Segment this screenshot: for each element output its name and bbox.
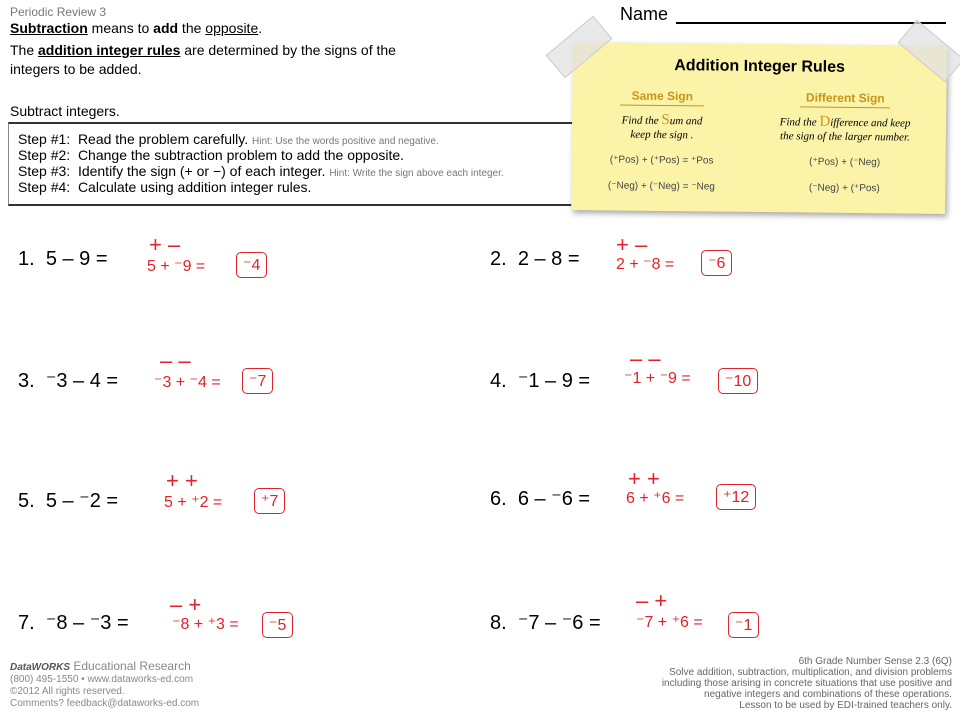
rule-text: um and — [669, 115, 703, 128]
intro-line-2 — [10, 41, 396, 59]
step-2 — [18, 147, 404, 163]
step-label: Step #1: — [18, 131, 71, 147]
problem-expr: ⁻8 – ⁻3 = — [45, 612, 129, 634]
step-label: Step #3: — [18, 163, 71, 179]
problem-expr: ⁻3 – 4 = — [45, 370, 119, 392]
problem-4-signs: – – — [630, 346, 661, 371]
brand-rest: Educational Research — [70, 659, 191, 673]
problem-number: 8. — [490, 612, 507, 634]
term-addition-rules: addition integer rules — [38, 42, 181, 58]
problem-number: 6. — [490, 488, 507, 510]
step-text: Change the subtraction problem to add the opposite. — [77, 147, 405, 163]
rules-note — [571, 42, 947, 214]
different-sign-rule — [755, 114, 935, 145]
intro-text: means to — [87, 20, 154, 36]
step-text: Identify the sign (+ or −) of each integer. — [77, 163, 326, 179]
same-sign-example-2: (⁻Neg) + (⁻Neg) = ⁻Neg — [607, 180, 715, 193]
rule-letter: D — [819, 113, 831, 130]
problem-6-expression — [490, 486, 590, 511]
intro-line-1 — [10, 19, 262, 37]
rule-text: Find the — [779, 116, 820, 129]
problem-1-work: 5 + ⁻9 = — [147, 258, 206, 275]
step-hint: Hint: Write the sign above each integer. — [329, 168, 504, 179]
same-sign-rule — [592, 112, 732, 142]
standard-text: including those arising in concrete situations that use positive and — [661, 678, 952, 689]
intro-text: are determined by the signs of the — [180, 42, 396, 58]
problem-2-signs: + – — [616, 232, 648, 257]
problem-5-signs: + + — [166, 468, 198, 493]
problem-number: 7. — [18, 612, 35, 634]
different-sign-example-2: (⁻Neg) + (⁺Pos) — [808, 182, 880, 195]
footer-publisher — [10, 660, 199, 710]
problem-5-expression — [18, 488, 118, 513]
problem-8-answer: ⁻1 — [728, 612, 759, 638]
problem-number: 3. — [18, 370, 35, 392]
problem-3-expression — [18, 368, 118, 393]
term-opposite: opposite — [205, 20, 259, 36]
problem-3-answer: ⁻7 — [242, 368, 273, 394]
problem-expr: ⁻7 – ⁻6 = — [517, 612, 601, 634]
footer-standard — [552, 656, 952, 711]
copyright: ©2012 All rights reserved. — [10, 686, 125, 697]
step-text: Read the problem carefully. — [77, 131, 249, 147]
standard-text: negative integers and combinations of these operations. — [704, 689, 952, 700]
standard-title: 6th Grade Number Sense 2.3 (6Q) — [798, 656, 952, 667]
problem-6-signs: + + — [628, 466, 660, 491]
problem-8-work: ⁻7 + ⁺6 = — [636, 614, 703, 631]
rule-text: the sign of the larger number. — [779, 130, 910, 144]
term-add: add — [153, 20, 179, 36]
standard-text: Solve addition, subtraction, multiplication, and division problems — [669, 667, 952, 678]
same-sign-heading — [612, 88, 712, 103]
rule-text: Find the — [621, 114, 662, 127]
different-sign-heading — [790, 90, 900, 105]
problem-7-signs: – + — [170, 592, 202, 617]
problem-6-answer: ⁺12 — [716, 484, 756, 510]
problem-2-answer: ⁻6 — [701, 250, 732, 276]
problem-6-work: 6 + ⁺6 = — [626, 490, 685, 507]
problem-number: 2. — [490, 248, 507, 270]
rule-text: keep the sign . — [630, 128, 694, 142]
problem-7-answer: ⁻5 — [262, 612, 293, 638]
same-sign-heading-text: Same Sign — [631, 88, 694, 104]
step-label: Step #4: — [18, 179, 71, 195]
problem-expr: 6 – ⁻6 = — [517, 488, 591, 510]
problem-8-expression — [490, 610, 601, 635]
intro-text: The — [10, 42, 39, 58]
step-label: Step #2: — [18, 147, 71, 163]
term-subtraction: Subtraction — [10, 20, 88, 36]
publisher-brand — [10, 660, 199, 674]
name-label: Name — [620, 4, 669, 24]
problem-7-work: ⁻8 + ⁺3 = — [172, 616, 239, 633]
problem-number: 5. — [18, 490, 35, 512]
problem-1-expression — [18, 248, 108, 271]
problem-4-answer: ⁻10 — [718, 368, 758, 394]
problem-number: 1. — [18, 248, 35, 270]
instruction: Subtract integers. — [10, 103, 120, 119]
same-sign-example-1: (⁺Pos) + (⁺Pos) = ⁺Pos — [609, 154, 714, 167]
publisher-contact: (800) 495-1550 • www.dataworks-ed.com — [10, 674, 194, 685]
step-text: Calculate using addition integer rules. — [77, 179, 312, 195]
problem-4-work: ⁻1 + ⁻9 = — [624, 370, 691, 387]
rule-text: ifference and keep — [830, 116, 911, 130]
intro-text: the — [178, 20, 206, 36]
problem-5-answer: ⁺7 — [254, 488, 285, 514]
problem-number: 4. — [490, 370, 507, 392]
problem-4-expression — [490, 368, 590, 393]
intro-line-3: integers to be added. — [10, 61, 142, 77]
step-4 — [18, 179, 311, 195]
problem-expr: 2 – 8 = — [517, 248, 580, 270]
rules-title: Addition Integer Rules — [674, 57, 846, 76]
heading-underline — [800, 106, 890, 108]
problem-1-signs: + – — [149, 232, 181, 257]
problem-7-expression — [18, 610, 129, 635]
brand-name: DataWORKS — [10, 662, 71, 673]
problem-8-signs: – + — [636, 588, 668, 613]
rule-letter: S — [661, 111, 670, 129]
usage-note: Lesson to be used by EDI-trained teachers only. — [739, 700, 952, 711]
different-sign-heading-text: Different Sign — [805, 90, 885, 106]
intro-text: . — [258, 20, 263, 36]
heading-underline — [620, 105, 704, 107]
different-sign-example-1: (⁺Pos) + (⁻Neg) — [809, 156, 881, 169]
name-line — [676, 22, 946, 24]
problem-expr: 5 – ⁻2 = — [45, 490, 119, 512]
problem-2-work: 2 + ⁻8 = — [616, 256, 675, 273]
problem-2-expression — [490, 248, 580, 271]
problem-expr: ⁻1 – 9 = — [517, 370, 591, 392]
problem-5-work: 5 + ⁺2 = — [164, 494, 223, 511]
step-hint: Hint: Use the words positive and negative. — [252, 136, 439, 147]
problem-3-signs: – – — [160, 348, 191, 373]
review-label: Periodic Review 3 — [10, 5, 107, 19]
feedback-email: Comments? feedback@dataworks-ed.com — [10, 698, 200, 709]
problem-1-answer: ⁻4 — [236, 252, 267, 278]
problem-3-work: ⁻3 + ⁻4 = — [154, 374, 221, 391]
problem-expr: 5 – 9 = — [45, 248, 108, 270]
